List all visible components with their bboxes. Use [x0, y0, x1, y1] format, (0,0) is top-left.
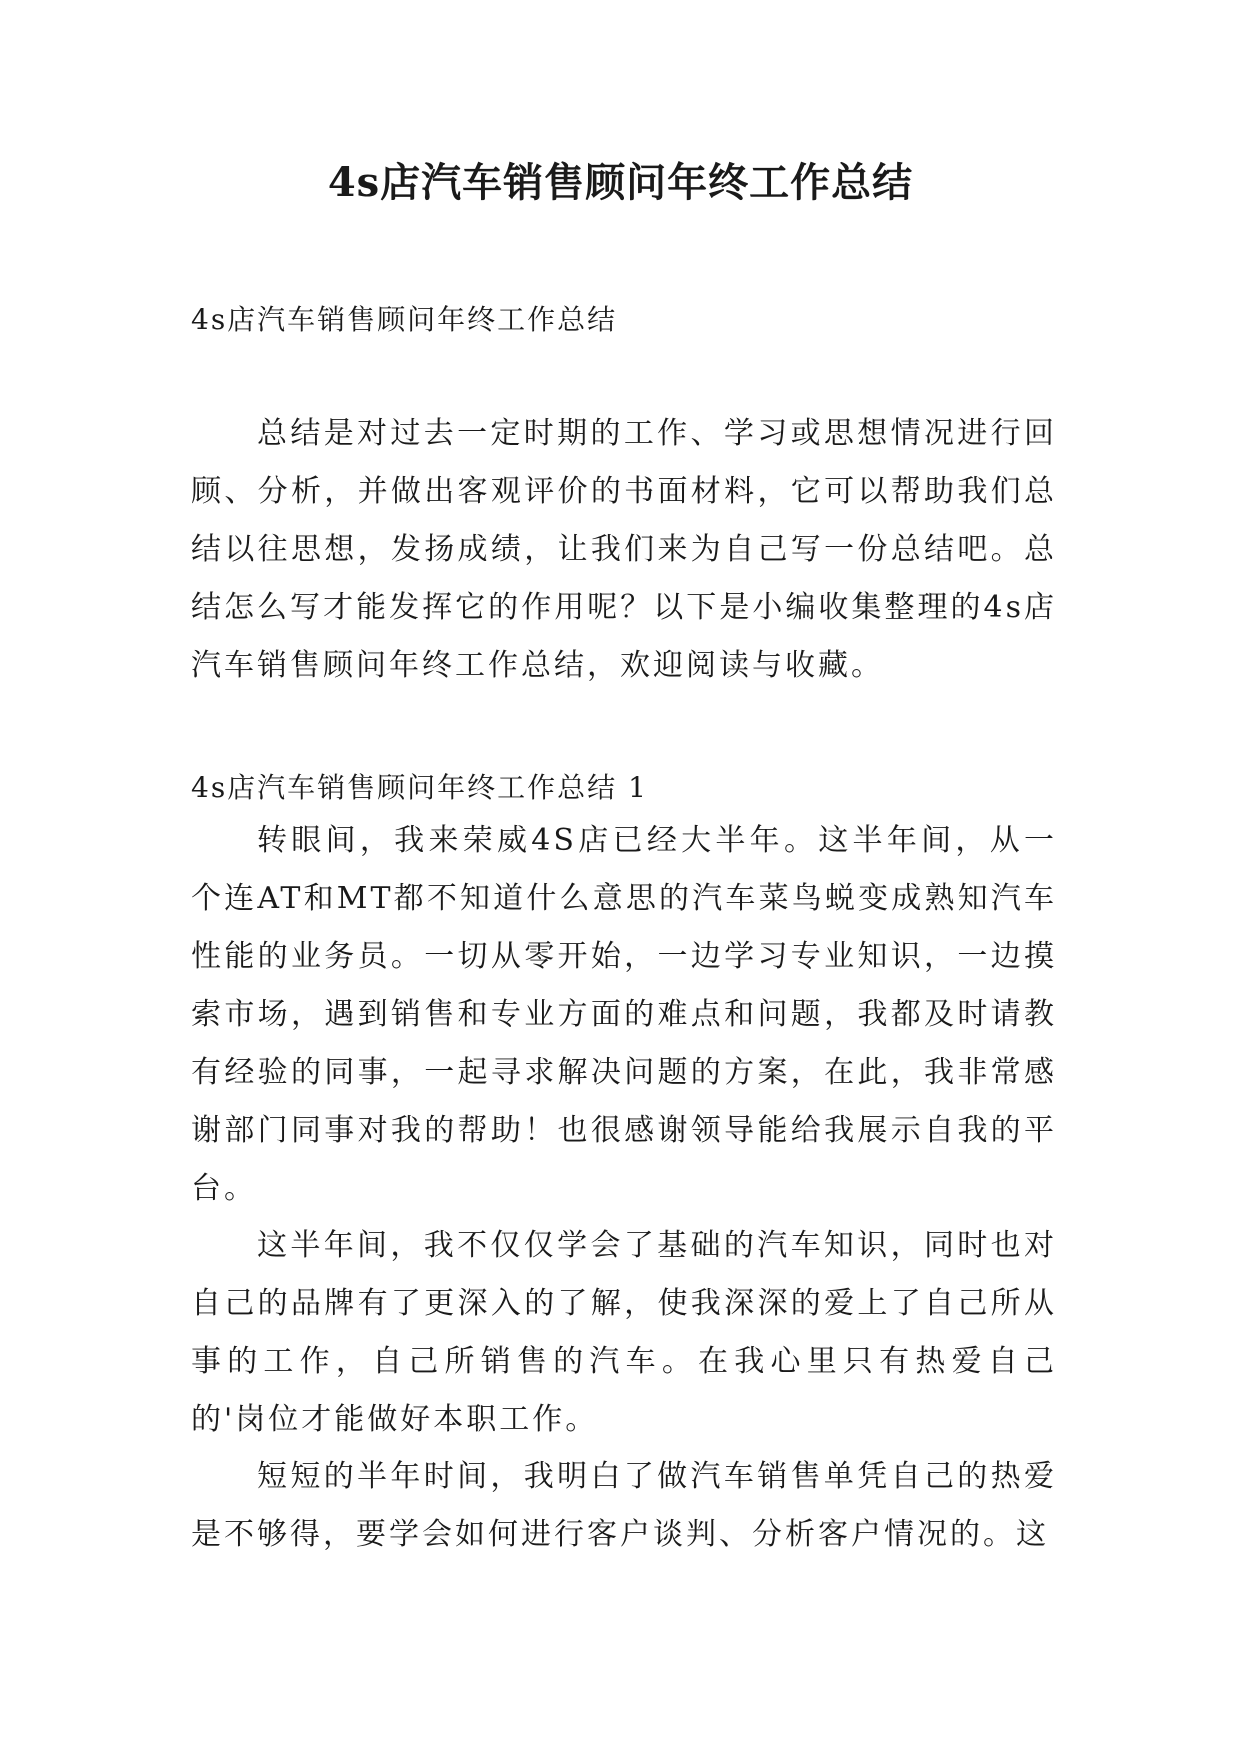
intro-paragraph: 总结是对过去一定时期的工作、学习或思想情况进行回顾、分析，并做出客观评价的书面材料，它可以帮助我们总结以往思想，发扬成绩，让我们来为自己写一份总结吧。总结怎么写才能发挥它的作用呢？以下是小编收集整理的4s店汽车销售顾问年终工作总结，欢迎阅读与收藏。: [191, 416, 1057, 683]
document-title: 4s店汽车销售顾问年终工作总结: [327, 159, 914, 206]
body-paragraph: 短短的半年时间，我明白了做汽车销售单凭自己的热爱是不够得，要学会如何进行客户谈判、分析客户情况的。这: [191, 1459, 1057, 1552]
body-paragraph: 转眼间，我来荣威4S店已经大半年。这半年间，从一个连AT和MT都不知道什么意思的汽车菜鸟蜕变成熟知汽车性能的业务员。一切从零开始，一边学习专业知识，一边摸索市场，遇到销售和专业方面的难点和问题，我都及时请教有经验的同事，一起寻求解决问题的方案，在此，我非常感谢部门同事对我的帮助！也很感谢领导能给我展示自我的平台。: [191, 823, 1057, 1206]
document-subtitle: 4s店汽车销售顾问年终工作总结: [191, 303, 618, 336]
section-heading: 4s店汽车销售顾问年终工作总结 1: [191, 771, 648, 804]
body-paragraph: 这半年间，我不仅仅学会了基础的汽车知识，同时也对自己的品牌有了更深入的了解，使我深深的爱上了自己所从事的工作，自己所销售的汽车。在我心里只有热爱自己的'岗位才能做好本职工作。: [191, 1228, 1057, 1437]
